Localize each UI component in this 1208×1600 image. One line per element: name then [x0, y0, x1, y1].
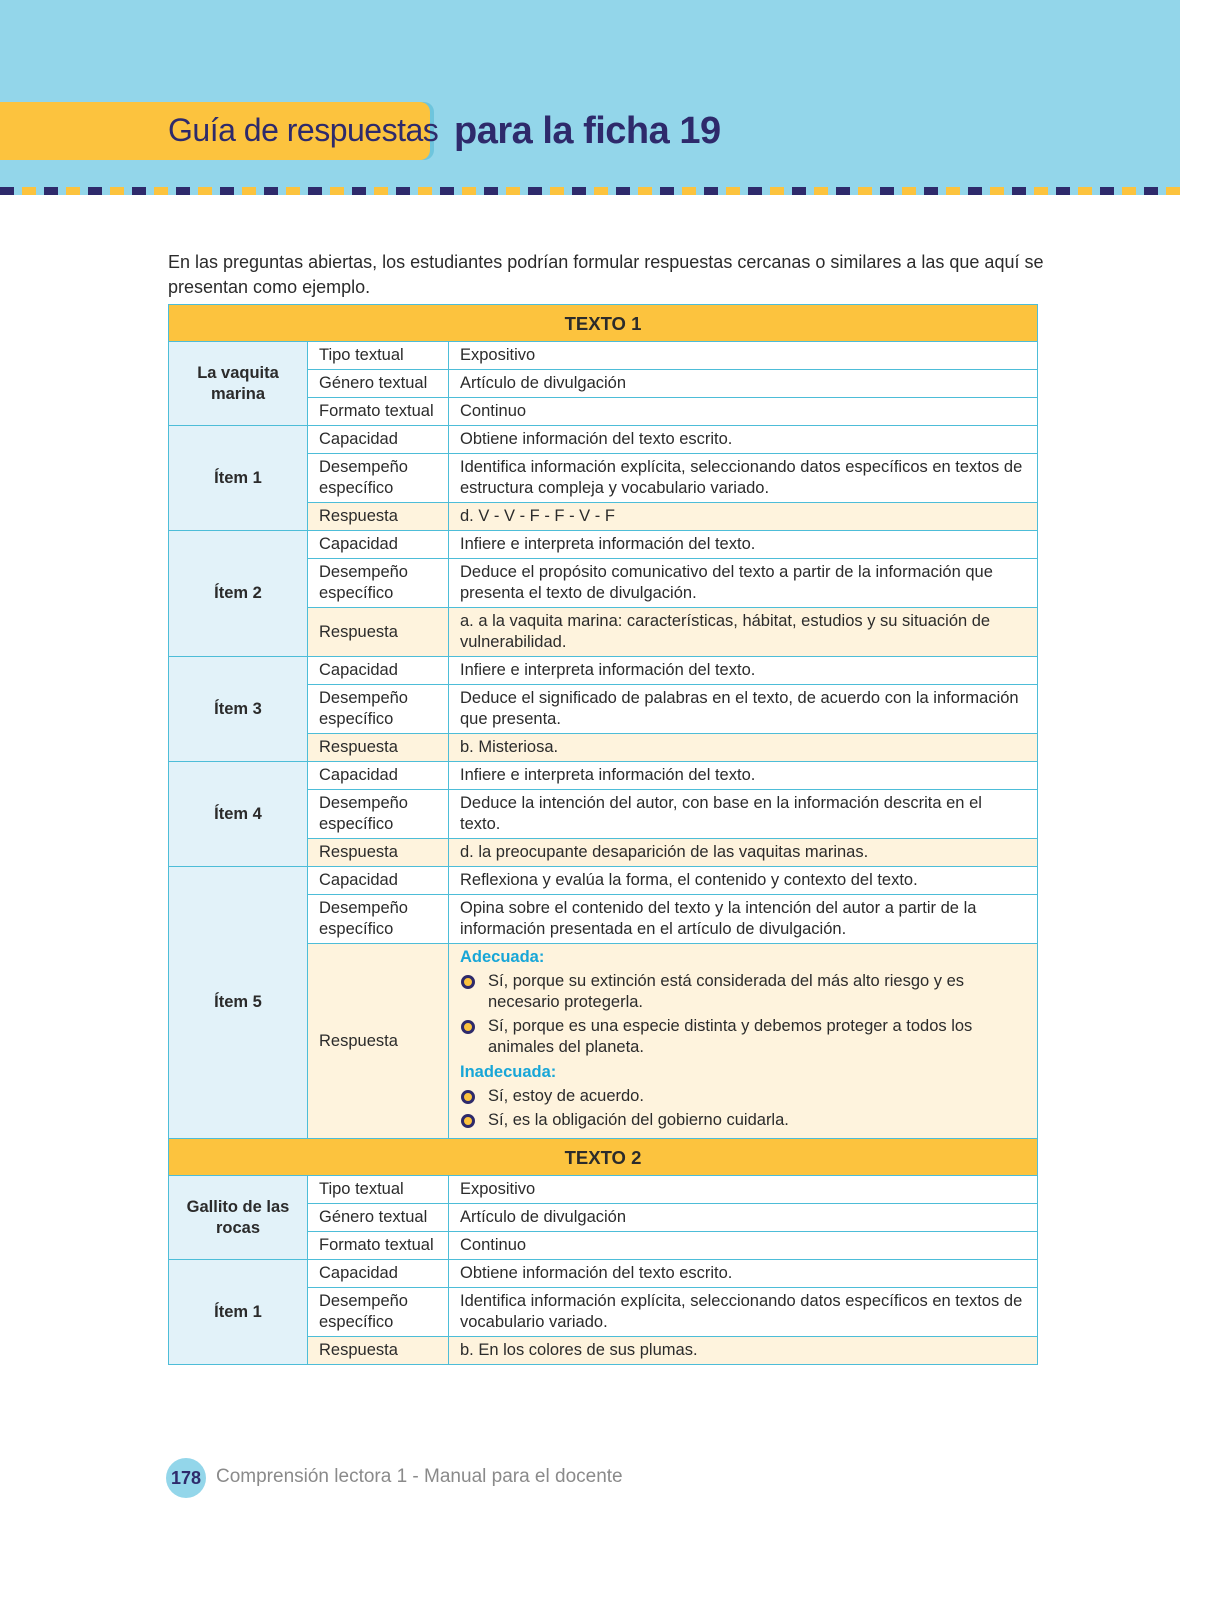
item-name: Ítem 2 [169, 531, 308, 657]
row-value: Deduce el propósito comunicativo del texto a partir de la información que presenta el texto de divulgación. [449, 559, 1038, 608]
table-row [169, 426, 1038, 454]
intro-text: En las preguntas abiertas, los estudiantes podrían formular respuestas cercanas o similares a las que aquí se presentan como ejemplo. [168, 252, 1044, 297]
row-label: Desempeño específico [308, 685, 449, 734]
item-name: Ítem 1 [169, 426, 308, 531]
item-name: Ítem 3 [169, 657, 308, 762]
list-item [460, 1086, 1026, 1107]
item-name: Ítem 5 [169, 867, 308, 1139]
row-label: Formato textual [308, 1232, 449, 1260]
row-label: Género textual [308, 1204, 449, 1232]
table-row [169, 1260, 1038, 1288]
row-value: Reflexiona y evalúa la forma, el contenido y contexto del texto. [449, 867, 1038, 895]
adecuada-list [460, 971, 1026, 1058]
page-number: 178 [166, 1458, 206, 1498]
table-row [169, 762, 1038, 790]
answers-table [168, 304, 1038, 1365]
bullet-icon [461, 1114, 475, 1128]
row-value: Identifica información explícita, seleccionando datos específicos en textos de vocabulario variado. [449, 1288, 1038, 1337]
item-name: Ítem 4 [169, 762, 308, 867]
row-value: Expositivo [449, 1176, 1038, 1204]
item-name: Ítem 1 [169, 1260, 308, 1365]
row-value: Deduce el significado de palabras en el texto, de acuerdo con la información que presenta. [449, 685, 1038, 734]
list-item-text: Sí, es la obligación del gobierno cuidarla. [488, 1111, 789, 1129]
list-item-text: Sí, porque es una especie distinta y debemos proteger a todos los animales del planeta. [488, 1017, 973, 1056]
row-label: Formato textual [308, 398, 449, 426]
row-label: Respuesta [308, 608, 449, 657]
footer-book-title: Comprensión lectora 1 - Manual para el docente [216, 1466, 623, 1487]
row-label: Desempeño específico [308, 454, 449, 503]
row-value: Infiere e interpreta información del texto. [449, 762, 1038, 790]
inadecuada-list [460, 1086, 1026, 1131]
row-label: Respuesta [308, 1337, 449, 1365]
title-ficha: para la ficha 19 [454, 110, 721, 152]
row-label: Desempeño específico [308, 1288, 449, 1337]
row-value: Opina sobre el contenido del texto y la intención del autor a partir de la información presentada en el artículo de divulgación. [449, 895, 1038, 944]
row-value: Infiere e interpreta información del texto. [449, 657, 1038, 685]
table-row [169, 657, 1038, 685]
list-item-text: Sí, porque su extinción está considerada del más alto riesgo y es necesario protegerla. [488, 972, 965, 1011]
table-row [169, 1176, 1038, 1204]
row-label: Respuesta [308, 839, 449, 867]
answer-value: b. En los colores de sus plumas. [449, 1337, 1038, 1365]
row-value: Artículo de divulgación [449, 1204, 1038, 1232]
table-row [169, 531, 1038, 559]
row-label: Desempeño específico [308, 559, 449, 608]
reading-name: La vaquita marina [169, 342, 308, 426]
adecuada-heading: Adecuada: [460, 948, 545, 966]
row-label: Desempeño específico [308, 790, 449, 839]
row-label: Capacidad [308, 762, 449, 790]
texto1-header-row [169, 305, 1038, 342]
row-label: Respuesta [308, 503, 449, 531]
row-label: Desempeño específico [308, 895, 449, 944]
row-value: Obtiene información del texto escrito. [449, 1260, 1038, 1288]
row-label: Tipo textual [308, 1176, 449, 1204]
answer-value: d. V - V - F - F - V - F [449, 503, 1038, 531]
texto2-header-row [169, 1139, 1038, 1176]
answer-value: b. Misteriosa. [449, 734, 1038, 762]
list-item [460, 1110, 1026, 1131]
row-label: Capacidad [308, 657, 449, 685]
list-item-text: Sí, estoy de acuerdo. [488, 1087, 644, 1105]
row-value: Identifica información explícita, seleccionando datos específicos en textos de estructura compleja y vocabulario variado. [449, 454, 1038, 503]
answer-value: a. a la vaquita marina: características, hábitat, estudios y su situación de vulnerabilidad. [449, 608, 1038, 657]
decorative-dash-strip [0, 187, 1180, 195]
texto2-heading: TEXTO 2 [169, 1139, 1038, 1176]
list-item [460, 971, 1026, 1013]
bullet-icon [461, 1020, 475, 1034]
row-label: Tipo textual [308, 342, 449, 370]
row-label: Capacidad [308, 867, 449, 895]
reading-name: Gallito de las rocas [169, 1176, 308, 1260]
row-label: Género textual [308, 370, 449, 398]
inadecuada-heading: Inadecuada: [460, 1063, 557, 1081]
row-value: Infiere e interpreta información del texto. [449, 531, 1038, 559]
row-value: Expositivo [449, 342, 1038, 370]
row-label: Respuesta [308, 944, 449, 1139]
table-row [169, 867, 1038, 895]
row-label: Capacidad [308, 1260, 449, 1288]
bullet-icon [461, 1090, 475, 1104]
row-label: Respuesta [308, 734, 449, 762]
row-value: Continuo [449, 1232, 1038, 1260]
list-item [460, 1016, 1026, 1058]
title-guia: Guía de respuestas [168, 112, 439, 148]
texto1-heading: TEXTO 1 [169, 305, 1038, 342]
answer-value [449, 944, 1038, 1139]
header-band [0, 0, 1180, 192]
row-label: Capacidad [308, 531, 449, 559]
bullet-icon [461, 975, 475, 989]
row-label: Capacidad [308, 426, 449, 454]
row-value: Artículo de divulgación [449, 370, 1038, 398]
answer-value: d. la preocupante desaparición de las vaquitas marinas. [449, 839, 1038, 867]
table-row [169, 342, 1038, 370]
row-value: Deduce la intención del autor, con base en la información descrita en el texto. [449, 790, 1038, 839]
row-value: Obtiene información del texto escrito. [449, 426, 1038, 454]
row-value: Continuo [449, 398, 1038, 426]
